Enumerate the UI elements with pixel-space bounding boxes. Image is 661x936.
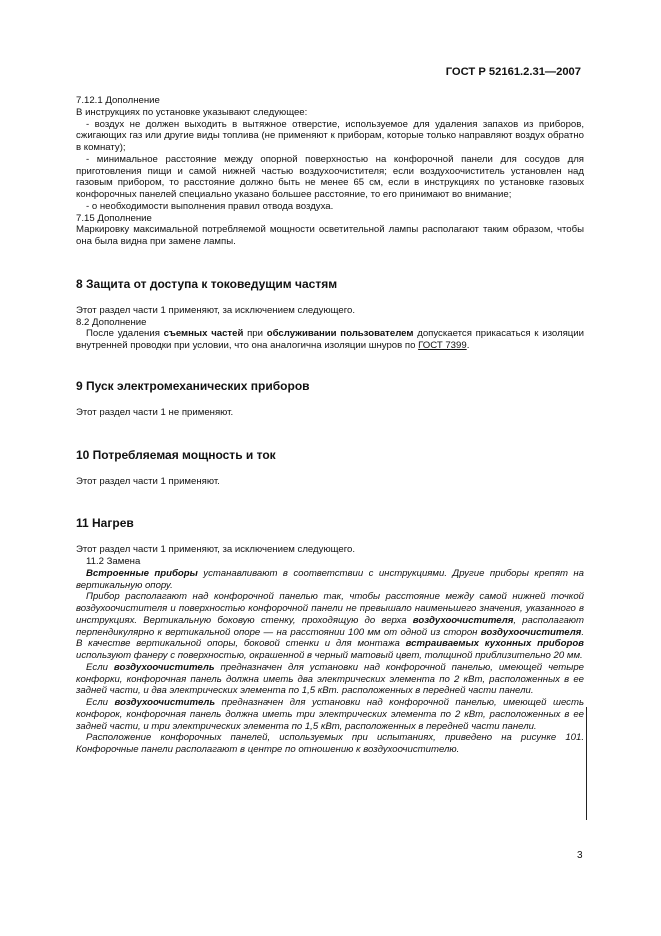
term-builtin-appliances: Встроенные приборы bbox=[86, 567, 198, 579]
document-code: ГОСТ Р 52161.2.31—2007 bbox=[445, 66, 581, 78]
paragraph: Если воздухоочиститель предназначен для установки над конфорочной панелью, имеющей шесть конфорок, конфорочная панель должна иметь три электрических элемента по 2 кВт, расположенных в ее задней части, и три электрических элемента по 1,5 кВт, расположенных в передней части панели. bbox=[76, 697, 585, 732]
list-item: - о необходимости выполнения правил отвода воздуха. bbox=[86, 200, 334, 212]
paragraph: Встроенные приборы устанавливают в соответствии с инструкциями. Другие приборы крепят на вертикальную опору. bbox=[76, 567, 584, 591]
term-range-hood: воздухоочиститель bbox=[114, 697, 216, 708]
subsection-7-12-1: 7.12.1 Дополнение bbox=[76, 95, 160, 106]
page-number: 3 bbox=[577, 850, 583, 861]
paragraph: Этот раздел части 1 применяют, за исключением следующего. bbox=[76, 304, 356, 316]
term-range-hood: воздухоочистителя bbox=[480, 626, 582, 638]
section-10-title: 10 Потребляемая мощность и ток bbox=[76, 447, 276, 462]
section-8-title: 8 Защита от доступа к токоведущим частям bbox=[76, 276, 338, 291]
page-content bbox=[76, 95, 584, 756]
term-builtin-kitchen-appliances: встраиваемых кухонных приборов bbox=[405, 638, 584, 650]
term-user-maintenance: обслуживании пользователем bbox=[266, 328, 414, 340]
list-item: - воздух не должен выходить в вытяжное отверстие, используемое для удаления запахов из приборов, сжигающих газ или другие виды топлива (не применяют к приборам, которые только направляют воздух обратно в комнату); bbox=[76, 118, 584, 153]
subsection-11-2: 11.2 Замена bbox=[86, 556, 141, 567]
list-item: - минимальное расстояние между опорной поверхностью на конфорочной панели для сосудов для приготовления пищи и самой нижней частью воздухоочистителя; если воздухоочиститель установлен над газовым прибором, то расстояние должно быть не менее 65 см, если в инструкциях по установке газовых конфорочных панелей специально указано большее расстояние, то его принимают во внимание; bbox=[76, 153, 584, 200]
paragraph: После удаления съемных частей при обслуживании пользователем допускается прикасаться к изоляции внутренней проводки при условии, что она аналогична изоляции шнуров по ГОСТ 7399. bbox=[76, 328, 584, 351]
section-11-title: 11 Нагрев bbox=[76, 516, 134, 531]
term-range-hood: воздухоочистителя bbox=[412, 614, 514, 626]
paragraph: Этот раздел части 1 не применяют. bbox=[76, 406, 234, 418]
term-range-hood: воздухоочиститель bbox=[113, 661, 215, 673]
paragraph: Расположение конфорочных панелей, используемых при испытаниях, приведено на рисунке 101. Конфорочные панели располагают в центре по отношению к воздухоочистителю. bbox=[76, 732, 584, 755]
subsection-8-2: 8.2 Дополнение bbox=[76, 316, 147, 328]
subsection-7-15: 7.15 Дополнение bbox=[76, 212, 152, 224]
change-bar bbox=[586, 707, 587, 820]
term-removable-parts: съемных частей bbox=[163, 328, 244, 340]
paragraph: Маркировку максимальной потребляемой мощности осветительной лампы располагают таким образом, чтобы она была видна при замене лампы. bbox=[76, 224, 584, 247]
section-9-title: 9 Пуск электромеханических приборов bbox=[76, 378, 310, 393]
paragraph: Этот раздел части 1 применяют, за исключением следующего. bbox=[76, 544, 356, 556]
standard-reference-link[interactable]: ГОСТ 7399 bbox=[418, 340, 467, 351]
paragraph: В инструкциях по установке указывают следующее: bbox=[76, 106, 308, 118]
paragraph: Если воздухоочиститель предназначен для установки над конфорочной панелью, имеющей четыре конфорки, конфорочная панель должна иметь два электрических элемента по 2 кВт, расположенных в ее задней части, и два электрических элемента по 1,5 кВт. расположенных в передней части панели. bbox=[76, 661, 584, 697]
paragraph: Этот раздел части 1 применяют. bbox=[76, 475, 220, 487]
paragraph: Прибор располагают над конфорочной панелью так, чтобы расстояние между самой нижней точкой воздухоочистителя и поверхностью конфорочной панели не превышало наименьшего значения, указанного в инструкциях. Вертикальную боковую стенку, проходящую до верха воздухоочистителя, располагают перпендикулярно к вертикальной опоре — на расстоянии 100 мм от одной из сторон воздухоочистителя. В качестве вертикальной опоры, боковой стенки и для монтажа встраиваемых кухонных приборов используют фанеру с поверхностью, окрашенной в черный матовый цвет, толщиной приблизительно 20 мм. bbox=[76, 591, 584, 661]
